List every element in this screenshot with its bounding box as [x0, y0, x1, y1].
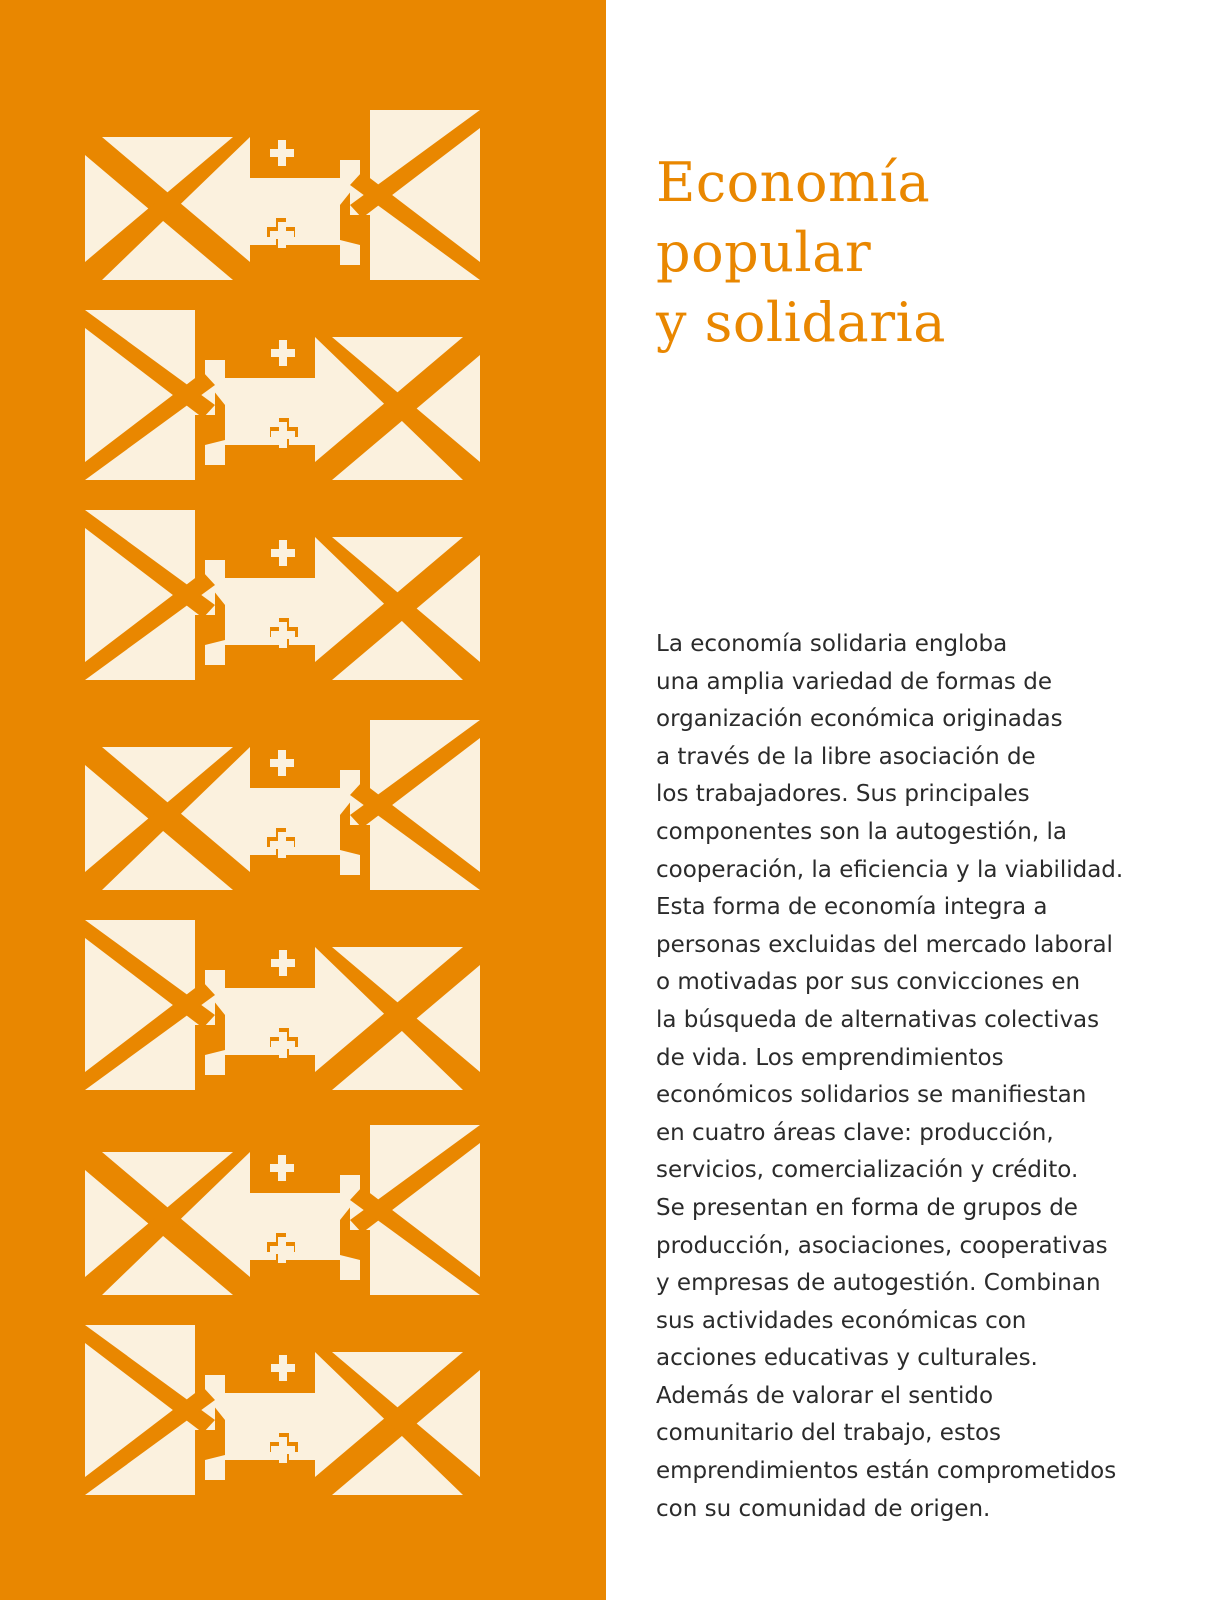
body-line: servicios, comercialización y crédito. [656, 1157, 1079, 1184]
content-column [656, 0, 1176, 1600]
body-line: o motivadas por sus convicciones en [656, 969, 1081, 996]
decorative-orange-band [0, 0, 606, 1600]
motif-row-6 [85, 1125, 480, 1295]
body-line: Además de valorar el sentido [656, 1382, 994, 1409]
title-line: y solidaria [656, 291, 946, 354]
body-line: de vida. Los emprendimientos [656, 1044, 1004, 1071]
body-line: organización económica originadas [656, 706, 1063, 733]
body-paragraph [656, 626, 1123, 1528]
motif-row-7 [85, 1325, 480, 1495]
motif-row-1 [85, 110, 480, 280]
motif-row-3 [85, 510, 480, 680]
title-line: Economía [656, 151, 931, 214]
body-line: la búsqueda de alternativas colectivas [656, 1006, 1100, 1033]
body-line: una amplia variedad de formas de [656, 668, 1052, 695]
textile-motif-pattern [0, 0, 606, 1600]
body-line: comunitario del trabajo, estos [656, 1420, 1002, 1447]
body-line: Esta forma de economía integra a [656, 894, 1048, 921]
body-line: y empresas de autogestión. Combinan [656, 1270, 1101, 1297]
motif-row-4 [85, 720, 480, 890]
body-line: los trabajadores. Sus principales [656, 781, 1030, 808]
body-line: La economía solidaria engloba [656, 631, 1008, 657]
body-line: personas excluidas del mercado laboral [656, 931, 1113, 958]
title-line: popular [656, 221, 872, 284]
body-line: sus actividades económicas con [656, 1307, 1027, 1334]
body-line: emprendimientos están comprometidos [656, 1458, 1117, 1485]
body-line: cooperación, la eficiencia y la viabilidad. [656, 856, 1124, 883]
body-line: con su comunidad de origen. [656, 1495, 991, 1522]
page-title [656, 148, 946, 358]
body-line: a través de la libre asociación de [656, 743, 1036, 770]
body-line: componentes son la autogestión, la [656, 818, 1067, 845]
body-line: en cuatro áreas clave: producción, [656, 1119, 1054, 1146]
motif-row-2 [85, 310, 480, 480]
body-line: producción, asociaciones, cooperativas [656, 1232, 1108, 1259]
body-line: económicos solidarios se manifiestan [656, 1082, 1087, 1109]
body-line: Se presentan en forma de grupos de [656, 1194, 1078, 1221]
body-line: acciones educativas y culturales. [656, 1345, 1038, 1372]
motif-row-5 [85, 920, 480, 1090]
